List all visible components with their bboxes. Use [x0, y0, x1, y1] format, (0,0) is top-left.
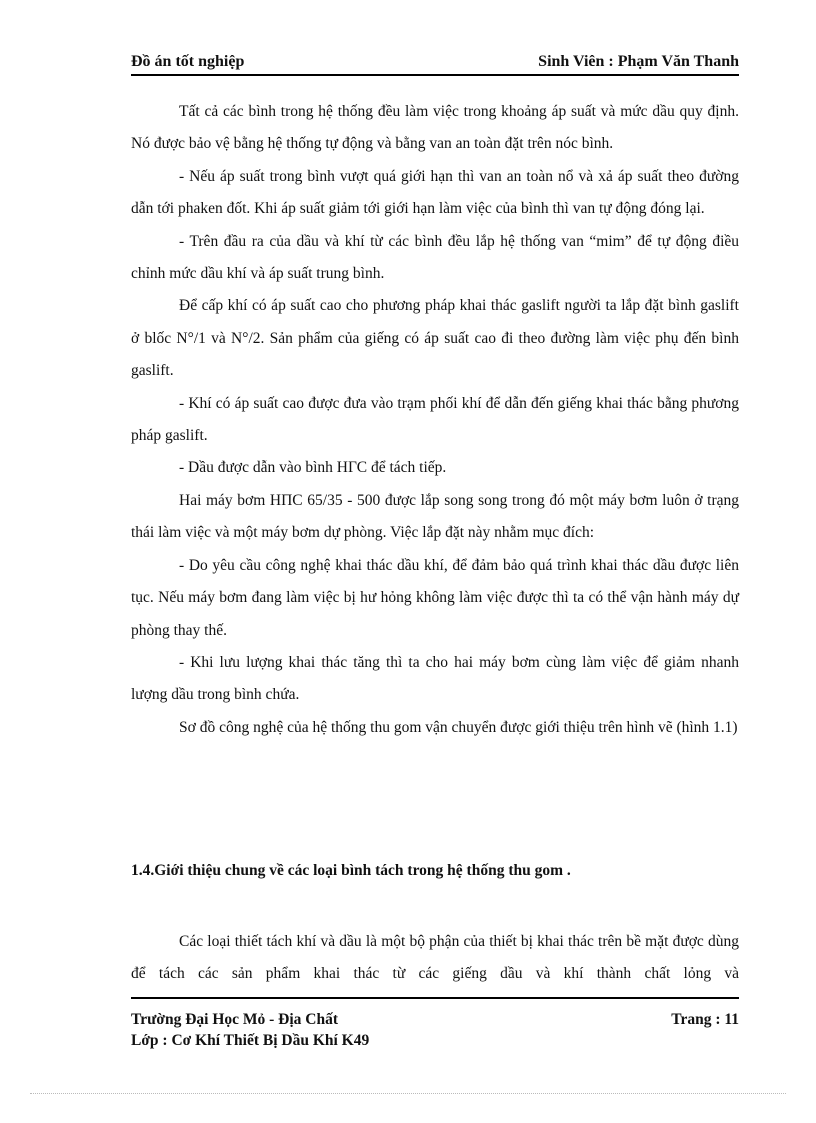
section-heading: 1.4.Giới thiệu chung về các loại bình tách trong hệ thống thu gom .	[131, 862, 571, 879]
page-bottom-divider	[30, 1093, 786, 1094]
paragraph: - Nếu áp suất trong bình vượt quá giới hạn thì van an toàn nổ và xả áp suất theo đường dẫn tới phaken đốt. Khi áp suất giảm tới giới hạn làm việc của bình thì van tự động đóng lại.	[131, 167, 739, 218]
page-footer	[131, 997, 739, 1051]
page-header	[131, 50, 739, 76]
footer-page-number: Trang : 11	[671, 1011, 739, 1028]
paragraph: - Do yêu cầu công nghệ khai thác dầu khí, để đảm bảo quá trình khai thác dầu được liên tục. Nếu máy bơm đang làm việc bị hư hỏng không làm việc được thì ta có thể vận hành máy dự phòng thay thế.	[131, 556, 739, 639]
footer-school: Trường Đại Học Mỏ - Địa Chất	[131, 1011, 339, 1028]
header-title: Đồ án tốt nghiệp	[131, 53, 245, 70]
footer-class: Lớp : Cơ Khí Thiết Bị Dầu Khí K49	[131, 1032, 370, 1049]
paragraph: - Khí có áp suất cao được đưa vào trạm phối khí để dẫn đến giếng khai thác bằng phương pháp gaslift.	[131, 394, 739, 445]
paragraph: Hai máy bơm НПС 65/35 - 500 được lắp song song trong đó một máy bơm luôn ở trạng thái làm việc và một máy bơm dự phòng. Việc lắp đặt này nhằm mục đích:	[131, 491, 739, 542]
paragraph: Các loại thiết tách khí và dầu là một bộ phận của thiết bị khai thác trên bề mặt được dùng để tách các sản phẩm khai thác từ các giếng dầu và khí thành chất lỏng và	[131, 933, 739, 983]
paragraph: Sơ đồ công nghệ của hệ thống thu gom vận chuyển được giới thiệu trên hình vẽ (hình 1.1)	[179, 718, 738, 736]
paragraph: Tất cả các bình trong hệ thống đều làm việc trong khoảng áp suất và mức dầu quy định. Nó được bảo vệ bằng hệ thống tự động và bằng van an toàn đặt trên nóc bình.	[131, 103, 739, 153]
paragraph: - Dầu được dẫn vào bình НГС để tách tiếp.	[179, 459, 447, 477]
paragraph: - Trên đầu ra của dầu và khí từ các bình đều lắp hệ thống van “mim” để tự động điều chỉnh mức dầu khí và áp suất trung bình.	[131, 232, 739, 283]
header-student: Sinh Viên : Phạm Văn Thanh	[538, 53, 739, 70]
body-text	[131, 96, 739, 744]
paragraph: - Khi lưu lượng khai thác tăng thì ta cho hai máy bơm cùng làm việc để giảm nhanh lượng dầu trong bình chứa.	[131, 653, 739, 704]
section-body	[131, 926, 739, 991]
paragraph: Để cấp khí có áp suất cao cho phương pháp khai thác gaslift người ta lắp đặt bình gaslift ở blốc N°/1 và N°/2. Sản phẩm của giếng có áp suất cao đi theo đường làm việc phụ đến bình gaslift.	[131, 297, 739, 380]
